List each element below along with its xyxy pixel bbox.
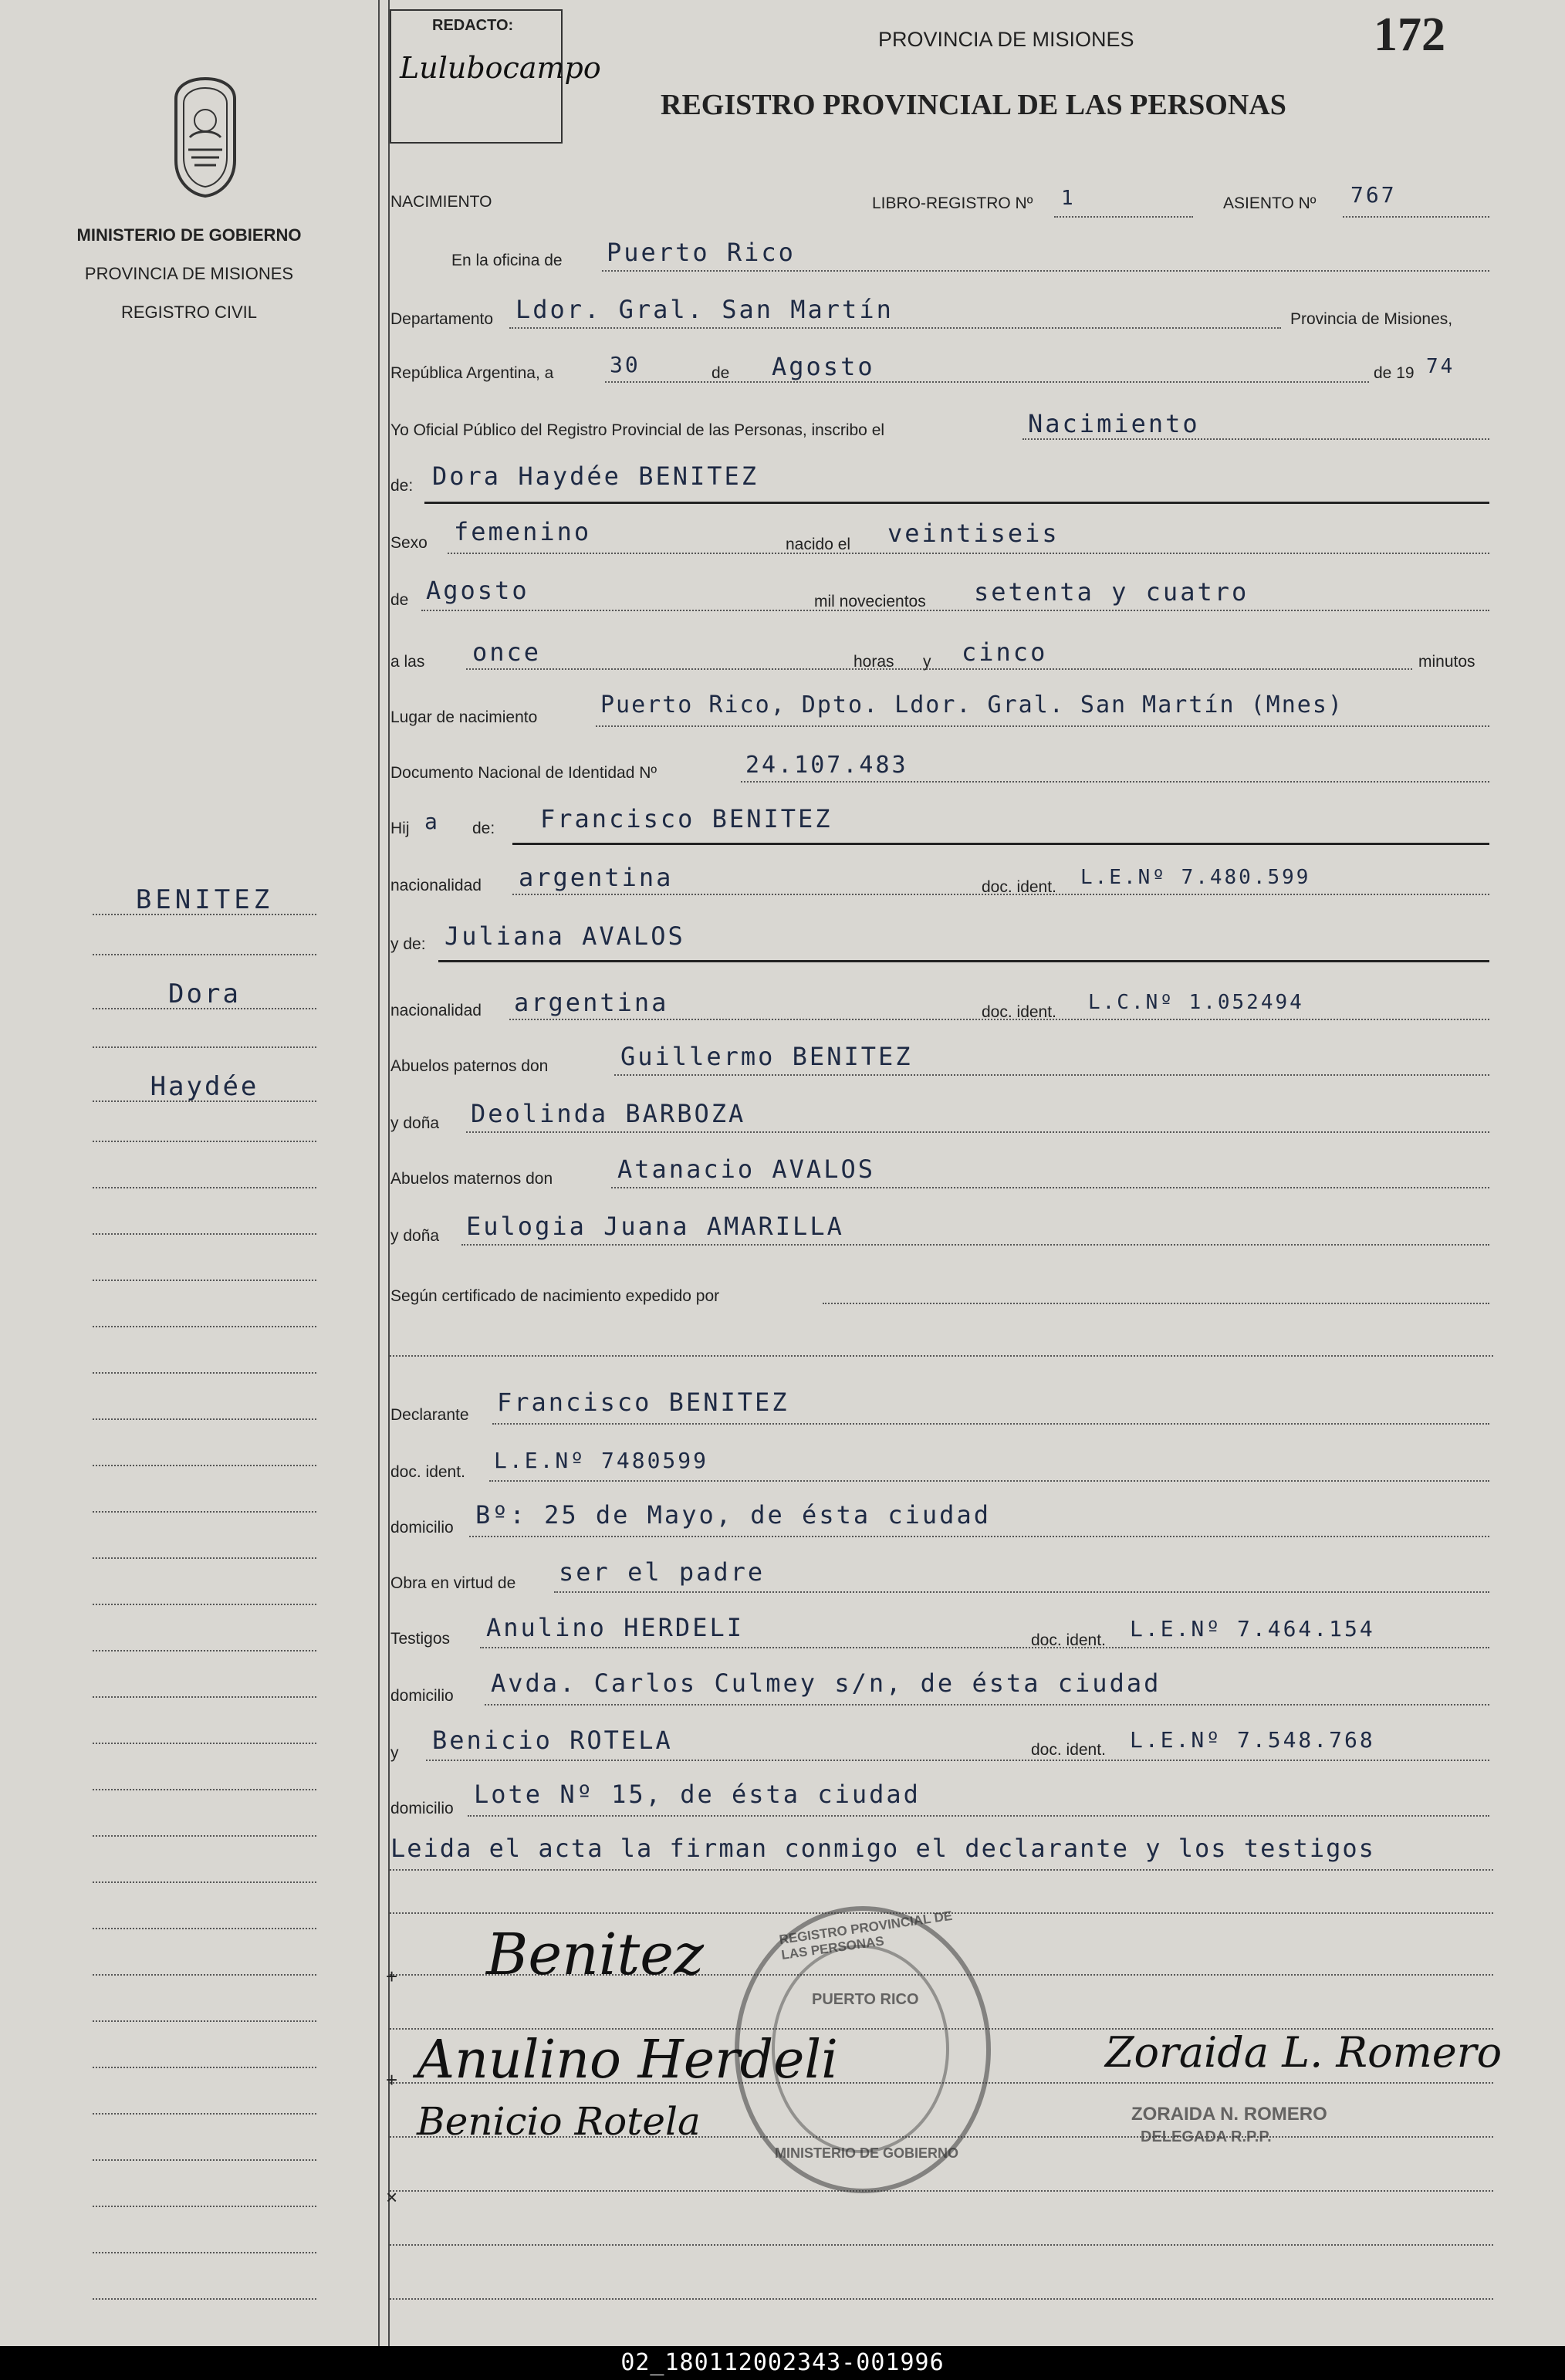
testigo2-doc-value: L.E.Nº 7.548.768 — [1130, 1727, 1375, 1753]
testigo1-doc-value: L.E.Nº 7.464.154 — [1130, 1616, 1375, 1641]
testigo2-value: Benicio ROTELA — [432, 1726, 673, 1755]
oficina-value: Puerto Rico — [607, 238, 796, 267]
margin-line — [93, 1974, 316, 1976]
signature-declarante: Benitez — [486, 1922, 705, 1988]
dotted-line — [461, 1244, 1489, 1246]
sexo-label: Sexo — [390, 534, 428, 552]
mes-value: Agosto — [772, 352, 875, 381]
registry-title: REGISTRO PROVINCIAL DE LAS PERSONAS — [661, 89, 1286, 121]
ab-mat-dona-value: Eulogia Juana AMARILLA — [466, 1212, 844, 1241]
de-person-label: de: — [390, 477, 414, 495]
dia-value: 30 — [610, 352, 641, 377]
testigo2-doc-label: doc. ident. — [1031, 1741, 1106, 1759]
dotted-line — [468, 1815, 1489, 1817]
padre-nac-label: nacionalidad — [390, 877, 482, 894]
oficial-value: Nacimiento — [1028, 409, 1200, 438]
round-stamp-bottom-text: MINISTERIO DE GOBIERNO — [775, 2145, 959, 2161]
margin-line — [93, 1326, 316, 1327]
madre-doc-value: L.C.Nº 1.052494 — [1088, 991, 1304, 1014]
person-value: Dora Haydée BENITEZ — [432, 461, 759, 491]
dotted-line — [390, 2190, 1493, 2192]
dotted-line — [421, 610, 1489, 611]
ab-mat-label: Abuelos maternos don — [390, 1170, 553, 1188]
y-de-label: y de: — [390, 935, 426, 953]
libro-label: LIBRO-REGISTRO Nº — [872, 194, 1033, 212]
decl-doc-label: doc. ident. — [390, 1463, 465, 1481]
dotted-line — [390, 1869, 1493, 1871]
asiento-value: 767 — [1350, 182, 1397, 208]
province-heading: PROVINCIA DE MISIONES — [878, 28, 1134, 51]
signature-mark: + — [386, 1965, 398, 1988]
de-mes-label: de — [390, 591, 409, 609]
oficial-text: Yo Oficial Público del Registro Provincial de las Personas, inscribo el — [390, 421, 885, 439]
official-stamp-name: ZORAIDA N. ROMERO — [1131, 2104, 1327, 2125]
margin-line — [93, 1280, 316, 1281]
asiento-label: ASIENTO Nº — [1223, 194, 1317, 212]
margin-line — [93, 1418, 316, 1420]
madre-nac-label: nacionalidad — [390, 1002, 482, 1019]
official-stamp-title: DELEGADA R.P.P. — [1141, 2128, 1272, 2145]
testigo2-dom-value: Lote Nº 15, de ésta ciudad — [474, 1780, 921, 1809]
margin-line — [93, 2298, 316, 2300]
provincia-label: Provincia de Misiones, — [1290, 310, 1453, 328]
dotted-line — [492, 1423, 1489, 1425]
margin-line — [93, 1008, 316, 1009]
margin-line — [93, 1046, 316, 1048]
dotted-line — [512, 894, 1489, 895]
dotted-line — [1054, 216, 1193, 218]
dotted-line — [741, 781, 1489, 783]
margin-line — [93, 1881, 316, 1883]
testigo1-dom-label: domicilio — [390, 1687, 454, 1705]
testigos-label: Testigos — [390, 1630, 451, 1648]
margin-line — [93, 1187, 316, 1188]
margin-line — [93, 1743, 316, 1744]
margin-line — [93, 1835, 316, 1837]
round-stamp-inner-text: PUERTO RICO — [812, 1991, 919, 2008]
redacto-label: REDACTO: — [432, 17, 514, 34]
horas-label: horas — [853, 653, 894, 671]
departamento-value: Ldor. Gral. San Martín — [515, 295, 894, 324]
margin-line — [93, 1141, 316, 1142]
mil-label: mil novecientos — [814, 593, 926, 610]
margin-line — [93, 1928, 316, 1929]
republica-label: República Argentina, a — [390, 364, 554, 382]
dotted-line — [485, 1704, 1489, 1706]
margin-line — [93, 1233, 316, 1235]
left-surname: BENITEZ — [135, 884, 274, 915]
oficina-label: En la oficina de — [451, 252, 563, 269]
testigo1-dom-value: Avda. Carlos Culmey s/n, de ésta ciudad — [491, 1668, 1161, 1698]
nacido-label: nacido el — [786, 536, 851, 553]
horas-value: once — [472, 637, 542, 667]
padre-nac-value: argentina — [519, 863, 674, 892]
margin-line — [93, 2067, 316, 2068]
dotted-line — [554, 1591, 1489, 1593]
dotted-line — [480, 1647, 1489, 1648]
round-stamp-outer-text: REGISTRO PROVINCIAL DE LAS PERSONAS — [778, 1908, 954, 1962]
margin-line — [93, 1557, 316, 1559]
margin-separator — [378, 0, 380, 2346]
padre-value: Francisco BENITEZ — [540, 804, 833, 833]
de-label: de — [712, 364, 730, 382]
dotted-line — [614, 1074, 1489, 1076]
ministry-line1: MINISTERIO DE GOBIERNO — [76, 225, 302, 245]
signature-mark: + — [386, 2068, 398, 2091]
decl-dom-label: domicilio — [390, 1519, 454, 1537]
declarante-value: Francisco BENITEZ — [497, 1388, 789, 1417]
margin-line — [93, 1650, 316, 1651]
margin-line — [93, 1465, 316, 1466]
y-dona-label: y doña — [390, 1114, 440, 1132]
image-id-caption: 02_180112002343-001996 — [0, 2346, 1565, 2380]
minutos-label: minutos — [1418, 653, 1475, 671]
dotted-line — [509, 327, 1281, 329]
margin-line — [93, 2159, 316, 2161]
minutos-value: cinco — [962, 637, 1048, 667]
ministry-line3: REGISTRO CIVIL — [120, 303, 258, 322]
testigo1-doc-label: doc. ident. — [1031, 1631, 1106, 1649]
signature-testigo1: Anulino Herdeli — [417, 2030, 838, 2091]
dotted-line — [602, 270, 1489, 272]
a-las-label: a las — [390, 653, 425, 671]
obra-value: ser el padre — [559, 1557, 766, 1587]
madre-doc-label: doc. ident. — [982, 1003, 1056, 1021]
margin-line — [93, 954, 316, 955]
dotted-line — [448, 553, 1489, 554]
signature-official: Zoraida L. Romero — [1105, 2028, 1502, 2077]
decl-doc-value: L.E.Nº 7480599 — [494, 1448, 709, 1473]
obra-label: Obra en virtud de — [390, 1574, 516, 1592]
y-testigo2-label: y — [390, 1744, 399, 1762]
de-anio-label: de 19 — [1374, 364, 1415, 382]
certificado-label: Según certificado de nacimiento expedido por — [390, 1287, 720, 1305]
margin-line — [93, 1789, 316, 1790]
dotted-line — [466, 668, 1412, 670]
margin-line — [93, 2252, 316, 2253]
padre-doc-label: doc. ident. — [982, 878, 1056, 896]
margin-line — [93, 914, 316, 915]
margin-separator-inner — [388, 0, 390, 2346]
departamento-label: Departamento — [390, 310, 494, 328]
margin-line — [93, 1100, 316, 1102]
signature-mark: × — [386, 2186, 398, 2209]
margin-line — [93, 2206, 316, 2207]
margin-line — [93, 2020, 316, 2022]
margin-line — [93, 1696, 316, 1698]
nacimiento-label: NACIMIENTO — [390, 193, 492, 211]
dotted-line — [1343, 216, 1489, 218]
margin-line — [93, 2113, 316, 2115]
dotted-line — [611, 1187, 1489, 1188]
dotted-line — [489, 1480, 1489, 1482]
lugar-label: Lugar de nacimiento — [390, 708, 538, 726]
dotted-line — [390, 1355, 1493, 1357]
declarante-label: Declarante — [390, 1406, 469, 1424]
dotted-line — [426, 1760, 1489, 1761]
coat-of-arms-icon — [168, 76, 242, 199]
mil-value: setenta y cuatro — [974, 577, 1249, 607]
page-number: 172 — [1374, 8, 1445, 61]
left-first-name: Dora — [168, 979, 241, 1009]
nacido-value: veintiseis — [887, 519, 1060, 548]
hij-suffix: a — [424, 809, 440, 834]
nac-mes-value: Agosto — [426, 576, 529, 605]
decl-dom-value: Bº: 25 de Mayo, de ésta ciudad — [475, 1500, 991, 1530]
ab-pat-dona-value: Deolinda BARBOZA — [471, 1099, 746, 1128]
anio-value: 74 — [1426, 355, 1455, 378]
dotted-line — [466, 1131, 1489, 1133]
left-middle-name: Haydée — [150, 1071, 259, 1102]
dotted-line — [605, 381, 1369, 383]
dotted-line — [1022, 438, 1489, 440]
sexo-value: femenino — [454, 517, 592, 546]
underline — [438, 960, 1489, 962]
dni-value: 24.107.483 — [745, 752, 908, 779]
ministry-line2: PROVINCIA DE MISIONES — [84, 264, 294, 283]
ab-mat-don-value: Atanacio AVALOS — [617, 1155, 875, 1184]
margin-line — [93, 1604, 316, 1605]
dotted-line — [509, 1019, 1489, 1020]
ab-pat-label: Abuelos paternos don — [390, 1057, 549, 1075]
margin-line — [93, 1372, 316, 1374]
dotted-line — [390, 2244, 1493, 2246]
testigo1-value: Anulino HERDELI — [486, 1613, 744, 1642]
hij-de-label: de: — [472, 820, 495, 837]
redacto-signature: Lulubocampo — [400, 51, 601, 85]
leida-text: Leida el acta la firman conmigo el declarante y los testigos — [390, 1834, 1375, 1863]
underline — [512, 843, 1489, 845]
dotted-line — [823, 1303, 1489, 1304]
madre-nac-value: argentina — [514, 988, 669, 1017]
signature-testigo2: Benicio Rotela — [417, 2099, 701, 2144]
padre-doc-value: L.E.Nº 7.480.599 — [1080, 866, 1311, 889]
y-label: y — [923, 653, 931, 671]
dotted-line — [596, 725, 1489, 727]
dotted-line — [469, 1536, 1489, 1537]
lugar-value: Puerto Rico, Dpto. Ldor. Gral. San Martín (Mnes) — [600, 691, 1344, 718]
madre-value: Juliana AVALOS — [444, 921, 685, 951]
libro-value: 1 — [1061, 187, 1076, 210]
ab-pat-don-value: Guillermo BENITEZ — [620, 1042, 913, 1071]
dotted-line — [390, 2298, 1493, 2300]
underline — [424, 502, 1489, 504]
testigo2-dom-label: domicilio — [390, 1800, 454, 1817]
hij-label: Hij — [390, 820, 410, 837]
y-dona-label-2: y doña — [390, 1227, 440, 1245]
margin-line — [93, 1511, 316, 1513]
dni-label: Documento Nacional de Identidad Nº — [390, 764, 657, 782]
